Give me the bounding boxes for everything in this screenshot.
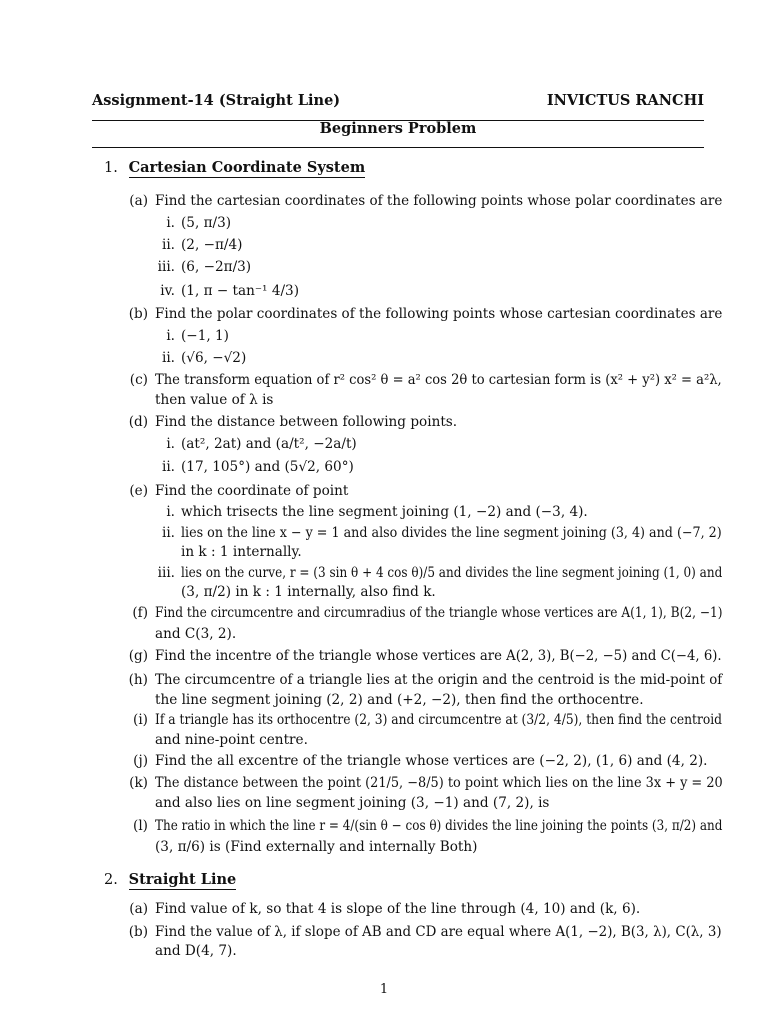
- item-label: i.: [166, 215, 175, 231]
- item-text-e-ii: lies on the line x − y = 1 and also divides the line segment joining (3, 4) and (−7, 2): [181, 525, 722, 541]
- assignment-title: Assignment-14 (Straight Line): [92, 92, 341, 109]
- item-text-k: The distance between the point (21/5, −8/5) to point which lies on the line 3x + y = 20: [155, 775, 723, 791]
- item-text-h: The circumcentre of a triangle lies at the origin and the centroid is the mid-point of: [155, 672, 723, 688]
- item-text-a-iv: (1, π − tan⁻¹ 4/3): [181, 283, 300, 299]
- item-label: ii.: [161, 350, 175, 366]
- page-number: 1: [379, 982, 389, 997]
- item-text-l-2: (3, π/6) is (Find externally and internally Both): [155, 839, 478, 855]
- item-label: ii.: [161, 459, 175, 475]
- item-text-h-2: the line segment joining (2, 2) and (+2, −2), then find the orthocentre.: [155, 692, 644, 708]
- item-text-i-2: and nine-point centre.: [155, 732, 308, 748]
- section-title: Straight Line: [128, 871, 237, 888]
- item-label: ii.: [161, 525, 175, 541]
- subtitle: Beginners Problem: [319, 120, 477, 137]
- item-label: (e): [129, 483, 148, 499]
- item-text-a: Find the cartesian coordinates of the following points whose polar coordinates are: [155, 193, 723, 209]
- item-text-d-ii: (17, 105°) and (5√2, 60°): [181, 459, 354, 475]
- item-label: (d): [128, 414, 148, 430]
- item-label: iii.: [157, 259, 175, 275]
- item-label: i.: [166, 504, 175, 520]
- item-text-e-iii: lies on the curve, r = (3 sin θ + 4 cos θ)/5 and divides the line segment joining (1, 0) and: [181, 565, 723, 581]
- item-label: (b): [128, 306, 148, 322]
- item-text-d-i: (at², 2at) and (a/t², −2a/t): [181, 436, 357, 452]
- item-label: ii.: [161, 237, 175, 253]
- item-label: (b): [128, 924, 148, 940]
- item-text-a-i: (5, π/3): [181, 215, 232, 231]
- section-2-heading: [104, 871, 236, 888]
- item-text-g: Find the incentre of the triangle whose vertices are A(2, 3), B(−2, −5) and C(−4, 6).: [155, 648, 722, 664]
- item-text-c-2: then value of λ is: [155, 392, 274, 408]
- item-text-e: Find the coordinate of point: [155, 483, 349, 499]
- item-text-a-ii: (2, −π/4): [181, 237, 243, 253]
- item-text-l: The ratio in which the line r = 4/(sin θ − cos θ) divides the line joining the points (3, π/2) and: [155, 818, 723, 834]
- item-label: iv.: [160, 283, 175, 299]
- item-label: i.: [166, 328, 175, 344]
- item-label: (f): [132, 605, 148, 621]
- item-text-b: Find the polar coordinates of the following points whose cartesian coordinates are: [155, 306, 723, 322]
- section-title: Cartesian Coordinate System: [128, 159, 366, 176]
- item-label: (k): [129, 775, 148, 791]
- item-label: (j): [133, 753, 148, 769]
- item-text-i: If a triangle has its orthocentre (2, 3) and circumcentre at (3/2, 4/5), then find the centroid: [155, 712, 723, 728]
- item-label: (a): [129, 193, 148, 209]
- item-label: (a): [129, 901, 148, 917]
- item-text-c: The transform equation of r² cos² θ = a² cos 2θ to cartesian form is (x² + y²) x² = a²λ,: [155, 372, 722, 388]
- item-text-s2-b-2: and D(4, 7).: [155, 943, 237, 959]
- item-text-b-ii: (√6, −√2): [181, 350, 247, 366]
- item-text-d: Find the distance between following points.: [155, 414, 458, 430]
- item-label: (i): [133, 712, 148, 728]
- section-1-heading: [104, 159, 365, 176]
- item-text-f-2: and C(3, 2).: [155, 626, 237, 642]
- item-text-j: Find the all excentre of the triangle whose vertices are (−2, 2), (1, 6) and (4, 2).: [155, 753, 708, 769]
- item-label: i.: [166, 436, 175, 452]
- item-label: (h): [128, 672, 148, 688]
- item-text-k-2: and also lies on line segment joining (3, −1) and (7, 2), is: [155, 795, 550, 811]
- item-text-f: Find the circumcentre and circumradius of the triangle whose vertices are A(1, 1), B(2, −1): [155, 605, 723, 621]
- item-label: iii.: [157, 565, 175, 581]
- item-text-s2-a: Find value of k, so that 4 is slope of the line through (4, 10) and (k, 6).: [155, 901, 641, 917]
- item-text-e-ii-2: in k : 1 internally.: [181, 544, 302, 560]
- item-text-a-iii: (6, −2π/3): [181, 259, 252, 275]
- institute-name: INVICTUS RANCHI: [546, 92, 704, 109]
- section-number: 2.: [104, 872, 118, 888]
- item-label: (g): [128, 648, 148, 664]
- item-text-e-iii-2: (3, π/2) in k : 1 internally, also find k.: [181, 584, 436, 600]
- item-text-e-i: which trisects the line segment joining (1, −2) and (−3, 4).: [181, 504, 588, 520]
- item-text-s2-b: Find the value of λ, if slope of AB and CD are equal where A(1, −2), B(3, λ), C(λ, 3): [155, 924, 722, 940]
- item-label: (c): [129, 372, 148, 388]
- section-number: 1.: [104, 160, 118, 176]
- header-rule-bottom: [92, 147, 704, 148]
- page-header: [92, 92, 704, 114]
- item-text-b-i: (−1, 1): [181, 328, 229, 344]
- item-label: (l): [133, 818, 148, 834]
